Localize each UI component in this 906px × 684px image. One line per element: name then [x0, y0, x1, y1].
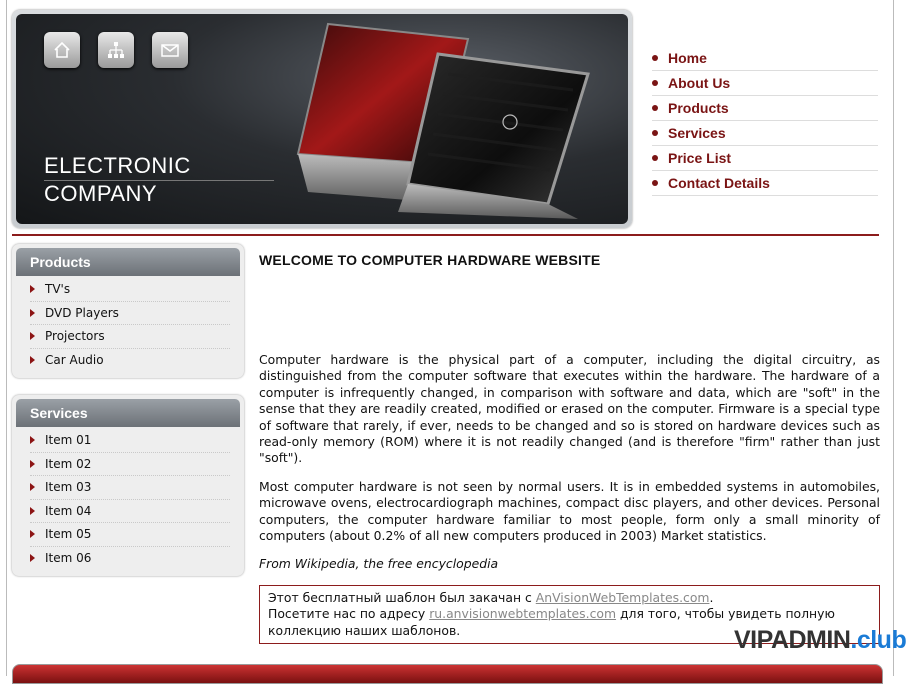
- sidebar-services-list: [16, 427, 240, 572]
- banner-image: [16, 14, 628, 224]
- nav-item-about-us[interactable]: [652, 71, 878, 96]
- brand-divider: [44, 180, 274, 181]
- watermark-text: VIPADMIN: [734, 626, 851, 654]
- sidebar-item-label[interactable]: Item 03: [45, 480, 92, 495]
- nav-item-home[interactable]: [652, 46, 878, 71]
- nav-label[interactable]: Products: [668, 100, 729, 116]
- footer-band: [12, 664, 883, 684]
- nav-item-products[interactable]: [652, 96, 878, 121]
- sidebar-services-box: [12, 395, 244, 576]
- nav-label[interactable]: Contact Details: [668, 175, 770, 191]
- arrow-icon: [30, 460, 35, 468]
- nav-item-price-list[interactable]: [652, 146, 878, 171]
- arrow-icon: [30, 530, 35, 538]
- watermark: [734, 626, 906, 655]
- bullet-icon: [652, 105, 658, 111]
- notice-text: Посетите нас по адресу: [268, 606, 430, 622]
- watermark-suffix: .club: [850, 626, 906, 654]
- arrow-icon: [30, 436, 35, 444]
- sidebar-item-car-audio[interactable]: [30, 349, 230, 373]
- sidebar-products-box: [12, 244, 244, 378]
- sidebar-item-dvd-players[interactable]: [30, 302, 230, 326]
- sidebar-item-03[interactable]: [30, 476, 230, 500]
- sidebar-item-tvs[interactable]: [30, 278, 230, 302]
- bullet-icon: [652, 55, 658, 61]
- nav-item-contact-details[interactable]: [652, 171, 878, 196]
- brand-line-1: ELECTRONIC: [44, 153, 191, 178]
- mail-icon[interactable]: [152, 32, 188, 68]
- arrow-icon: [30, 554, 35, 562]
- sidebar-item-label[interactable]: Item 05: [45, 527, 92, 542]
- arrow-icon: [30, 309, 35, 317]
- arrow-icon: [30, 356, 35, 364]
- source-note: From Wikipedia, the free encyclopedia: [259, 556, 499, 572]
- sidebar-item-label[interactable]: Car Audio: [45, 353, 104, 368]
- bullet-icon: [652, 80, 658, 86]
- laptops-image: [288, 14, 618, 224]
- nav-label[interactable]: About Us: [668, 75, 731, 91]
- arrow-icon: [30, 507, 35, 515]
- sidebar-item-label[interactable]: Item 04: [45, 503, 92, 518]
- notice-text: .: [709, 589, 714, 605]
- paragraph-1: Computer hardware is the physical part of a computer, including the digital circuitry, as distinguished from the computer software that executes within the hardware. The hardware of a computer is infrequently changed, in comparison with software and data, which are "soft" in the sense that they are readily created, modified or erased on the computer. Firmware is a special type of software that rarely, if ever, needs to be changed and so is stored on hardware devices such as read-only memory (ROM) where it is not readily changed (and is therefore "firm" rather than just "soft").: [259, 352, 880, 466]
- sidebar-products-title: Products: [16, 248, 240, 276]
- header-banner: [12, 10, 632, 228]
- nav-label[interactable]: Home: [668, 50, 707, 66]
- notice-line-1: [268, 590, 871, 606]
- notice-link-2[interactable]: ru.anvisionwebtemplates.com: [429, 606, 617, 622]
- sidebar-item-label[interactable]: TV's: [45, 282, 71, 297]
- header-divider: [12, 234, 879, 236]
- sidebar-products-list: [16, 276, 240, 374]
- notice-text: Этот бесплатный шаблон был закачан с: [268, 589, 536, 605]
- sidebar-item-projectors[interactable]: [30, 325, 230, 349]
- arrow-icon: [30, 285, 35, 293]
- notice-text: для того, чтобы увидеть полную коллекцию наших шаблонов.: [268, 606, 835, 638]
- sidebar-item-06[interactable]: [30, 547, 230, 571]
- notice-link-1[interactable]: AnVisionWebTemplates.com: [535, 589, 710, 605]
- home-icon[interactable]: [44, 32, 80, 68]
- sidebar-item-04[interactable]: [30, 500, 230, 524]
- paragraph-2: Most computer hardware is not seen by normal users. It is in embedded systems in automobiles, microwave ovens, electrocardiograph machines, compact disc players, and other devices. Personal computers, the computer hardware familiar to most people, form only a small minority of computers (about 0.2% of all new computers produced in 2003) Market statistics.: [259, 478, 880, 544]
- sidebar-item-02[interactable]: [30, 453, 230, 477]
- top-nav: [652, 46, 878, 196]
- sidebar-item-label[interactable]: Projectors: [45, 329, 105, 344]
- page-title: WELCOME TO COMPUTER HARDWARE WEBSITE: [259, 252, 601, 268]
- arrow-icon: [30, 332, 35, 340]
- arrow-icon: [30, 483, 35, 491]
- sitemap-icon[interactable]: [98, 32, 134, 68]
- bullet-icon: [652, 180, 658, 186]
- sidebar-item-label[interactable]: Item 01: [45, 433, 92, 448]
- sidebar-item-label[interactable]: Item 06: [45, 551, 92, 566]
- sidebar-item-label[interactable]: Item 02: [45, 456, 92, 471]
- sidebar-item-05[interactable]: [30, 523, 230, 547]
- sidebar-item-01[interactable]: [30, 429, 230, 453]
- sidebar-item-label[interactable]: DVD Players: [45, 305, 119, 320]
- main-content: [259, 252, 880, 644]
- bullet-icon: [652, 130, 658, 136]
- bullet-icon: [652, 155, 658, 161]
- nav-item-services[interactable]: [652, 121, 878, 146]
- nav-label[interactable]: Services: [668, 125, 726, 141]
- nav-label[interactable]: Price List: [668, 150, 732, 166]
- brand-line-2: COMPANY: [44, 181, 158, 206]
- sidebar-services-title: Services: [16, 399, 240, 427]
